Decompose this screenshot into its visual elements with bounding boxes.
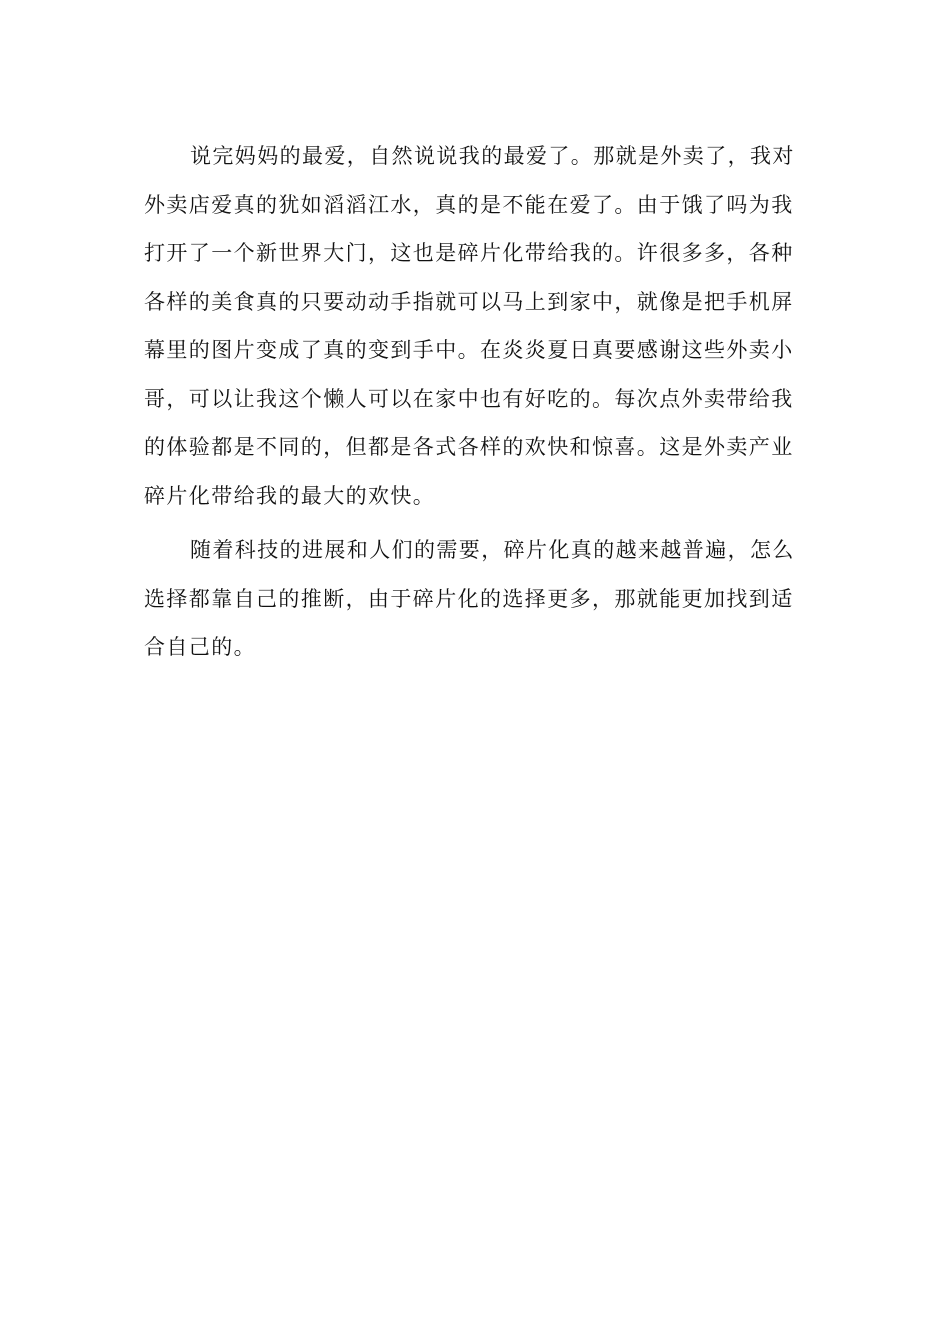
paragraph-line: 随着科技的进展和人们的需要，碎片化真的越来越普遍，怎么: [190, 538, 795, 562]
paragraph-line: 合自己的。: [144, 635, 256, 659]
document-body: [144, 132, 806, 678]
paragraph-2: [144, 526, 806, 672]
paragraph-line: 选择都靠自己的推断，由于碎片化的选择更多，那就能更加找到适: [144, 586, 794, 611]
paragraph-line: 碎片化带给我的最大的欢快。: [144, 483, 436, 508]
paragraph-line: 的体验都是不同的，但都是各式各样的欢快和惊喜。这是外卖产业: [144, 435, 794, 459]
paragraph-1: [144, 132, 806, 520]
paragraph-line: 说完妈妈的最爱，自然说说我的最爱了。那就是外卖了，我对: [190, 144, 795, 168]
paragraph-line: 各样的美食真的只要动动手指就可以马上到家中，就像是把手机屏: [144, 289, 794, 314]
paragraph-line: 幕里的图片变成了真的变到手中。在炎炎夏日真要感谢这些外卖小: [144, 338, 794, 362]
paragraph-line: 哥，可以让我这个懒人可以在家中也有好吃的。每次点外卖带给我: [144, 386, 794, 411]
paragraph-line: 打开了一个新世界大门，这也是碎片化带给我的。许很多多，各种: [144, 241, 794, 265]
paragraph-line: 外卖店爱真的犹如滔滔江水，真的是不能在爱了。由于饿了吗为我: [144, 192, 794, 217]
